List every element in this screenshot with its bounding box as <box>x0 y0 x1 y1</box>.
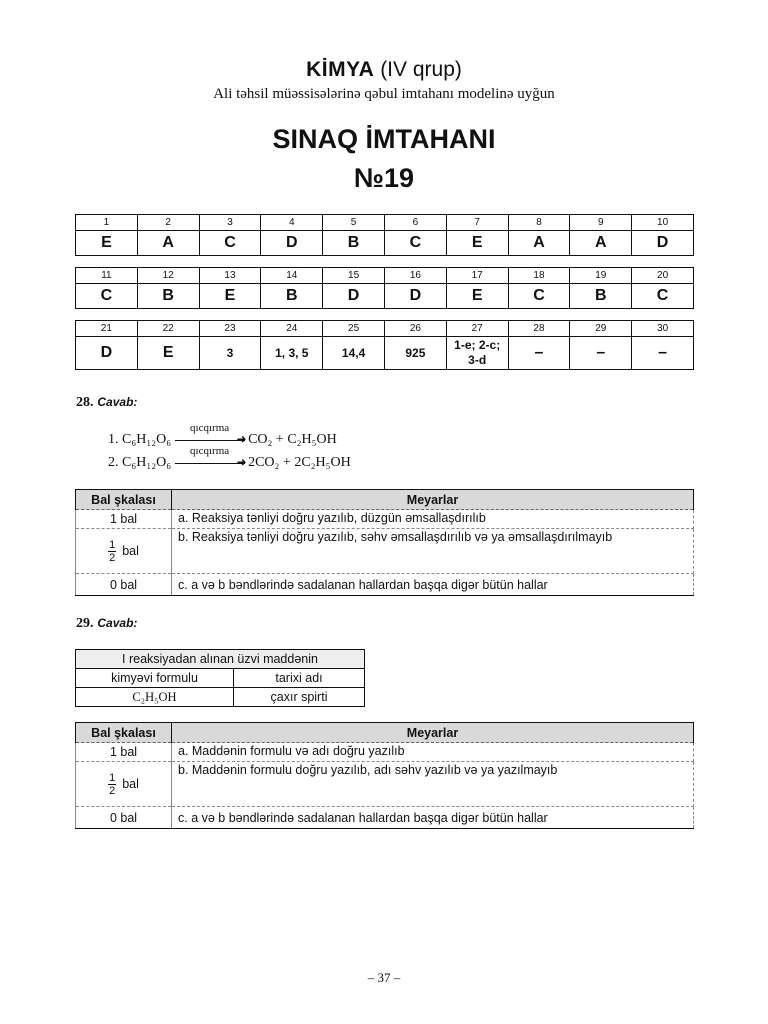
equation-number: 2. <box>108 455 119 470</box>
answer-table-2 <box>75 267 694 309</box>
q29-substance-table <box>75 649 365 707</box>
answer-number: 14 <box>261 268 323 284</box>
answer-value: B <box>323 231 385 256</box>
answer-number: 13 <box>199 268 261 284</box>
column-header-score: Bal şkalası <box>76 723 172 743</box>
exam-number: №19 <box>353 163 415 193</box>
equation-reactant: C₆H₁₂O₆ <box>122 432 172 447</box>
answer-number: 3 <box>199 215 261 231</box>
answer-value: D <box>76 337 138 370</box>
column-header-name: tarixi adı <box>234 669 365 688</box>
q28-label <box>76 393 137 411</box>
answer-table-3 <box>75 320 694 370</box>
answer-value: A <box>570 231 632 256</box>
answer-number: 15 <box>323 268 385 284</box>
answer-number: 26 <box>384 321 446 337</box>
answer-number: 23 <box>199 321 261 337</box>
fraction-denominator: 2 <box>109 784 116 797</box>
equation-products: CO₂ + C₂H₅OH <box>248 432 337 447</box>
answer-number: 30 <box>632 321 694 337</box>
criteria-cell: c. a və b bəndlərində sadalanan hallardan başqa digər bütün hallar <box>172 807 694 829</box>
criteria-cell: b. Maddənin formulu doğru yazılıb, adı səhv yazılıb və ya yazılmayıb <box>172 762 694 807</box>
answer-number: 5 <box>323 215 385 231</box>
answer-number: 28 <box>508 321 570 337</box>
q28-criteria-table <box>75 489 694 596</box>
reaction-arrow-icon: qıcqırma ➜ <box>175 438 245 441</box>
answer-value: A <box>508 231 570 256</box>
score-cell-half <box>76 529 172 574</box>
answer-value: C <box>508 284 570 309</box>
column-header-score: Bal şkalası <box>76 490 172 510</box>
answer-number: 20 <box>632 268 694 284</box>
answer-value: E <box>137 337 199 370</box>
subject-name: KİMYA <box>306 58 375 81</box>
reaction-condition: qıcqırma <box>190 422 230 435</box>
q28-answer-label: Cavab: <box>97 395 138 409</box>
answer-number: 24 <box>261 321 323 337</box>
answer-table-1 <box>75 214 694 256</box>
answer-value: E <box>446 231 508 256</box>
answer-value: B <box>570 284 632 309</box>
answer-value-27 <box>446 337 508 370</box>
score-cell: 0 bal <box>76 574 172 596</box>
answer-number: 11 <box>76 268 138 284</box>
answer-number: 17 <box>446 268 508 284</box>
answer-number: 27 <box>446 321 508 337</box>
criteria-cell: a. Maddənin formulu və adı doğru yazılıb <box>172 743 694 762</box>
answer-number: 21 <box>76 321 138 337</box>
answer-value: – <box>508 337 570 370</box>
answer-value: C <box>199 231 261 256</box>
reaction-condition: qıcqırma <box>190 445 230 458</box>
q28-equation-2 <box>108 445 351 471</box>
q28-number: 28. <box>76 395 94 410</box>
equation-products: 2CO₂ + 2C₂H₅OH <box>248 455 351 470</box>
q29-answer-label: Cavab: <box>97 616 138 630</box>
criteria-cell: b. Reaksiya tənliyi doğru yazılıb, səhv əmsallaşdırılıb və ya əmsallaşdırılmayıb <box>172 529 694 574</box>
answer-value: B <box>137 284 199 309</box>
answer-number: 25 <box>323 321 385 337</box>
page-number: – 37 – <box>367 970 401 985</box>
answer-value: D <box>261 231 323 256</box>
reaction-arrow-icon: qıcqırma ➜ <box>175 461 245 464</box>
answer-value: A <box>137 231 199 256</box>
answer-value: D <box>323 284 385 309</box>
fraction <box>108 772 116 797</box>
score-unit: bal <box>122 543 139 558</box>
answer-value: D <box>632 231 694 256</box>
answer-value: C <box>76 284 138 309</box>
criteria-cell: a. Reaksiya tənliyi doğru yazılıb, düzgün əmsallaşdırılıb <box>172 510 694 529</box>
substance-formula: C₂H₅OH <box>76 688 234 707</box>
answer-number: 9 <box>570 215 632 231</box>
score-cell: 1 bal <box>76 743 172 762</box>
answer-number: 4 <box>261 215 323 231</box>
answer-value: – <box>570 337 632 370</box>
answer-value: 925 <box>384 337 446 370</box>
answer-number: 12 <box>137 268 199 284</box>
answer-value: E <box>76 231 138 256</box>
answer-value: E <box>199 284 261 309</box>
answer-value: 3 <box>199 337 261 370</box>
subtitle: Ali təhsil müəssisələrinə qəbul imtahanı modelinə uyğun <box>213 86 555 102</box>
q29-criteria-table <box>75 722 694 829</box>
answer-value: C <box>384 231 446 256</box>
answer-value: D <box>384 284 446 309</box>
answer-value: E <box>446 284 508 309</box>
score-cell-half <box>76 762 172 807</box>
fraction-denominator: 2 <box>109 551 116 564</box>
answer-number: 29 <box>570 321 632 337</box>
answer-number: 18 <box>508 268 570 284</box>
subject-title <box>0 58 768 82</box>
answer-27-line1: 1-e; 2-c; <box>454 338 501 352</box>
answer-number: 1 <box>76 215 138 231</box>
answer-value: – <box>632 337 694 370</box>
answer-number: 10 <box>632 215 694 231</box>
score-cell: 1 bal <box>76 510 172 529</box>
subject-group: (IV qrup) <box>380 58 462 81</box>
column-header-formula: kimyəvi formulu <box>76 669 234 688</box>
answer-value: B <box>261 284 323 309</box>
answer-value: 1, 3, 5 <box>261 337 323 370</box>
answer-value: C <box>632 284 694 309</box>
substance-name: çaxır spirti <box>234 688 365 707</box>
score-unit: bal <box>122 776 139 791</box>
column-header-criteria: Meyarlar <box>172 490 694 510</box>
answer-value: 14,4 <box>323 337 385 370</box>
answer-number: 8 <box>508 215 570 231</box>
answer-number: 22 <box>137 321 199 337</box>
exam-title: SINAQ İMTAHANI <box>272 124 496 154</box>
answer-number: 19 <box>570 268 632 284</box>
column-header-criteria: Meyarlar <box>172 723 694 743</box>
score-cell: 0 bal <box>76 807 172 829</box>
fraction-numerator: 1 <box>109 538 116 551</box>
fraction-numerator: 1 <box>109 771 116 784</box>
criteria-cell: c. a və b bəndlərində sadalanan hallardan başqa digər bütün hallar <box>172 574 694 596</box>
answer-27-line2: 3-d <box>468 353 487 367</box>
equation-reactant: C₆H₁₂O₆ <box>122 455 172 470</box>
fraction <box>108 539 116 564</box>
answer-number: 2 <box>137 215 199 231</box>
q29-number: 29. <box>76 616 94 631</box>
answer-number: 16 <box>384 268 446 284</box>
q29-label <box>76 614 137 632</box>
equation-number: 1. <box>108 432 119 447</box>
answer-number: 7 <box>446 215 508 231</box>
substance-table-heading: I reaksiyadan alınan üzvi maddənin <box>76 650 365 669</box>
answer-number: 6 <box>384 215 446 231</box>
